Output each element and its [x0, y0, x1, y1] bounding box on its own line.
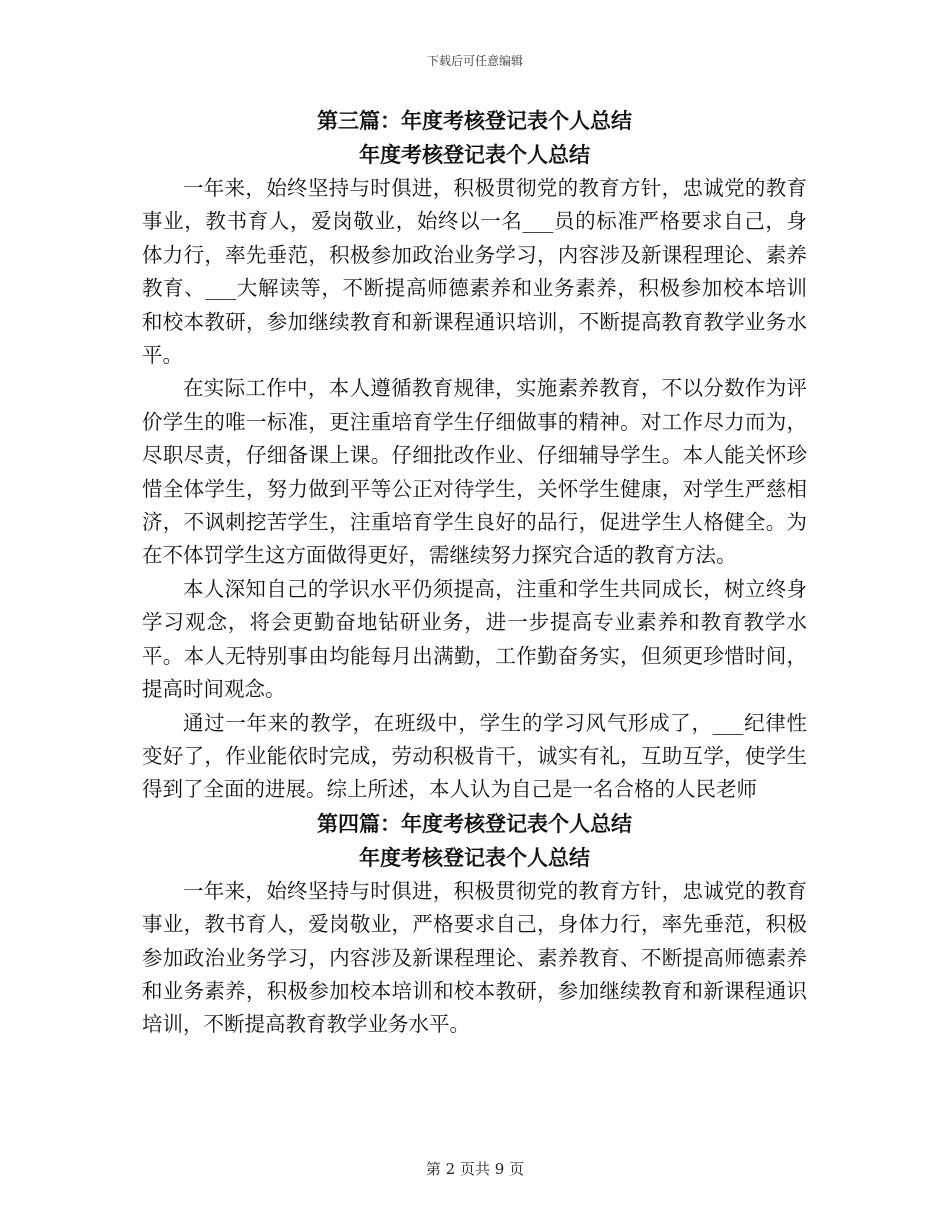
section-title: 第三篇：年度考核登记表个人总结 [317, 108, 632, 133]
paragraph: 一年来，始终坚持与时俱进，积极贯彻党的教育方针，忠诚党的教育事业，教书育人，爱岗敬业，始终以一名___员的标准严格要求自己，身体力行，率先垂范，积极参加政治业务学习，内容涉及新课程理论、素养教育、___大解读等，不断提高师德素养和业务素养，积极参加校本培训和校本教研，参加继续教育和新课程通识培训，不断提高教育教学业务水平。 [142, 176, 807, 368]
paragraph: 在实际工作中，本人遵循教育规律，实施素养教育，不以分数作为评价学生的唯一标准，更注重培育学生仔细做事的精神。对工作尽力而为，尽职尽责，仔细备课上课。仔细批改作业、仔细辅导学生。本人能关怀珍惜全体学生，努力做到平等公正对待学生，关怀学生健康，对学生严慈相济，不讽刺挖苦学生，注重培育学生良好的品行，促进学生人格健全。为在不体罚学生这方面做得更好，需继续努力探究合适的教育方法。 [142, 376, 807, 568]
paragraph: 一年来，始终坚持与时俱进，积极贯彻党的教育方针，忠诚党的教育事业，教书育人，爱岗敬业，严格要求自己，身体力行，率先垂范，积极参加政治业务学习，内容涉及新课程理论、素养教育、不断提高师德素养和业务素养，积极参加校本培训和校本教研，参加继续教育和新课程通识培训，不断提高教育教学业务水平。 [142, 878, 807, 1037]
document-body [142, 102, 807, 1042]
paragraph: 通过一年来的教学，在班级中，学生的学习风气形成了，___纪律性变好了，作业能依时完成，劳动积极肯干，诚实有礼，互助互学，使学生得到了全面的进展。综上所述，本人认为自己是一名合格的人民老师 [142, 710, 807, 802]
page-header-note: 下载后可任意编辑 [426, 54, 523, 68]
paragraph: 本人深知自己的学识水平仍须提高，注重和学生共同成长，树立终身学习观念，将会更勤奋地钻研业务，进一步提高专业素养和教育教学水平。本人无特别事由均能每月出满勤，工作勤奋务实，但须更珍惜时间，提高时间观念。 [142, 576, 807, 702]
section-subtitle: 年度考核登记表个人总结 [359, 142, 590, 167]
section-title: 第四篇：年度考核登记表个人总结 [317, 810, 632, 836]
section-subtitle: 年度考核登记表个人总结 [359, 844, 590, 870]
page-number: 第 2 页共 9 页 [425, 1160, 525, 1178]
